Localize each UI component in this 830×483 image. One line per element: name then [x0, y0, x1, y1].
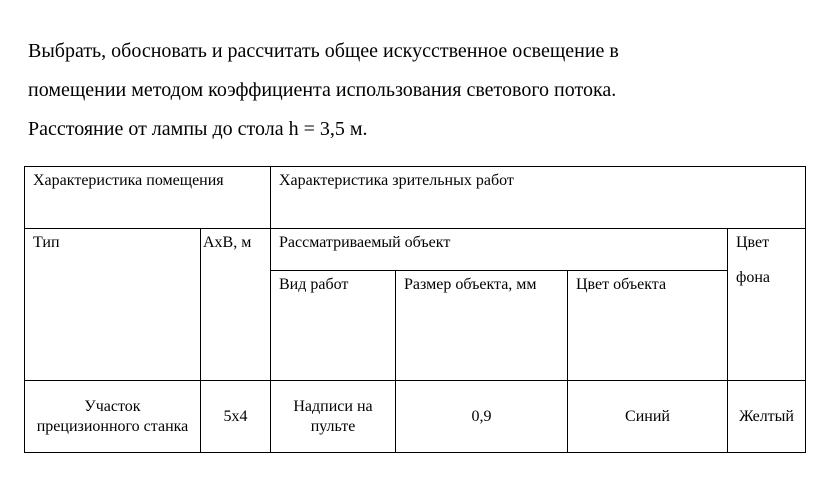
header-object-color: Цвет объекта [568, 271, 728, 381]
task-paragraph [28, 32, 818, 149]
header-object-size: Размер объекта, мм [396, 271, 568, 381]
cell-dimensions: 5х4 [201, 381, 271, 453]
cell-work-kind: Надписи на пульте [271, 381, 396, 453]
task-line-2: помещении методом коэффициента использования светового потока. [28, 79, 617, 101]
header-visual-work-characteristic: Характеристика зрительных работ [271, 167, 806, 229]
header-room-characteristic: Характеристика помещения [25, 167, 271, 229]
header-object-viewed: Рассматриваемый объект [271, 229, 728, 271]
cell-type: Участок прецизионного станка [25, 381, 201, 453]
cell-object-size: 0,9 [396, 381, 568, 453]
conditions-table [24, 166, 806, 453]
header-type: Тип [25, 229, 201, 381]
task-line-1: Выбрать, обосновать и рассчитать общее искусственное освещение в [28, 40, 619, 62]
header-work-kind: Вид работ [271, 271, 396, 381]
cell-background-color: Желтый [728, 381, 806, 453]
header-background-color-line1: Цвет [736, 234, 770, 251]
header-background-color-line2: фона [736, 269, 771, 286]
header-background-color [728, 229, 806, 381]
cell-object-color: Синий [568, 381, 728, 453]
table-row [25, 381, 806, 453]
task-line-3: Расстояние от лампы до стола h = 3,5 м. [28, 118, 368, 140]
header-dimensions: АхВ, м [201, 229, 271, 381]
